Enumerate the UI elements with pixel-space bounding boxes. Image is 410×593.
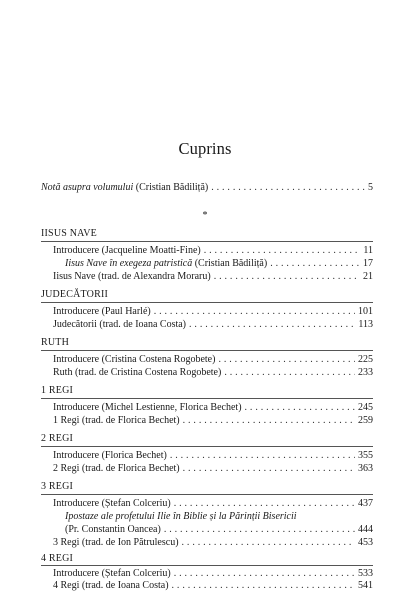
toc-page-number: 113 — [358, 319, 373, 330]
toc-dot-leader — [245, 402, 355, 414]
toc-entry — [53, 415, 373, 427]
section-heading: IISUS NAVE — [41, 228, 97, 239]
toc-entry — [53, 568, 373, 580]
toc-entry — [65, 258, 373, 270]
toc-dot-leader — [170, 450, 355, 462]
section-rule — [41, 494, 373, 495]
toc-entry-text: Introducere (Ștefan Colceriu) — [53, 498, 171, 509]
toc-entry-rest: (Cristian Bădiliță) — [133, 182, 209, 193]
toc-dot-leader — [172, 580, 355, 592]
toc-entry-text: (Pr. Constantin Oancea) — [65, 524, 161, 535]
toc-entry-text — [41, 182, 208, 194]
toc-entry-text: Introducere (Cristina Costena Rogobete) — [53, 354, 216, 365]
section-rule — [41, 350, 373, 351]
toc-entry-text: 3 Regi (trad. de Ion Pătrulescu) — [53, 537, 179, 548]
toc-entry-italic: Notă asupra volumului — [41, 182, 134, 193]
toc-dot-leader — [183, 415, 355, 427]
toc-page-number: 17 — [363, 258, 373, 269]
section-rule — [41, 565, 373, 566]
toc-dot-leader — [183, 463, 355, 475]
toc-page-number: 355 — [358, 450, 373, 461]
toc-dot-leader — [211, 182, 365, 194]
toc-dot-leader — [214, 271, 360, 283]
toc-entry-text: Introducere (Michel Lestienne, Florica Bechet) — [53, 402, 242, 413]
toc-page-number: 225 — [358, 354, 373, 365]
section-rule — [41, 446, 373, 447]
toc-page-number: 245 — [358, 402, 373, 413]
toc-dot-leader — [224, 367, 355, 379]
toc-page-number: 233 — [358, 367, 373, 378]
toc-dot-leader — [174, 568, 355, 580]
toc-entry-text: Judecătorii (trad. de Ioana Costa) — [53, 319, 187, 330]
toc-page-number: 101 — [358, 306, 373, 317]
toc-page-number: 437 — [358, 498, 373, 509]
toc-dot-leader — [154, 306, 355, 318]
toc-page-number: 363 — [358, 463, 373, 474]
toc-entry-italic: Iisus Nave în exegeza patristică — [65, 258, 193, 269]
toc-dot-leader — [164, 524, 355, 536]
toc-entry-title-line: Ipostaze ale profetului Ilie în Biblie și la Părinții Bisericii — [65, 511, 297, 522]
toc-entry-text: Introducere (Ștefan Colceriu) — [53, 568, 171, 579]
section-heading: 1 REGI — [41, 385, 74, 396]
toc-page-number: 11 — [363, 245, 373, 256]
page-title: Cuprins — [178, 139, 232, 158]
toc-dot-leader — [270, 258, 360, 270]
toc-dot-leader — [218, 354, 355, 366]
toc-entry-text: Iisus Nave (trad. de Alexandra Moraru) — [53, 271, 211, 282]
toc-page-number: 533 — [358, 568, 373, 579]
toc-page-number: 453 — [358, 537, 373, 548]
toc-entry-text: Introducere (Paul Harlé) — [53, 306, 151, 317]
section-rule — [41, 241, 373, 242]
toc-entry-text — [65, 258, 267, 270]
toc-dot-leader — [204, 245, 361, 257]
toc-entry — [53, 354, 373, 366]
toc-entry-text: Introducere (Florica Bechet) — [53, 450, 167, 461]
toc-entry-text: 2 Regi (trad. de Florica Bechet) — [53, 463, 180, 474]
toc-entry — [53, 319, 373, 331]
toc-entry — [53, 580, 373, 592]
section-separator: * — [202, 210, 208, 221]
toc-entry-text: Ruth (trad. de Cristina Costena Rogobete) — [53, 367, 222, 378]
section-heading: 2 REGI — [41, 433, 74, 444]
toc-entry — [65, 524, 373, 536]
toc-dot-leader — [174, 498, 355, 510]
toc-dot-leader — [189, 319, 355, 331]
toc-page-number: 444 — [358, 524, 373, 535]
toc-entry — [53, 450, 373, 462]
section-rule — [41, 398, 373, 399]
toc-entry-text: Introducere (Jacqueline Moatti-Fine) — [53, 245, 201, 256]
toc-entry — [53, 498, 373, 510]
toc-entry — [53, 463, 373, 475]
toc-page-number: 21 — [363, 271, 373, 282]
toc-entry-text: 1 Regi (trad. de Florica Bechet) — [53, 415, 180, 426]
section-heading: 3 REGI — [41, 481, 74, 492]
toc-page-number: 259 — [358, 415, 373, 426]
section-rule — [41, 302, 373, 303]
section-heading: 4 REGI — [41, 553, 74, 564]
toc-entry — [53, 367, 373, 379]
toc-dot-leader — [182, 537, 355, 549]
toc-entry-rest: (Cristian Bădiliță) — [192, 258, 268, 269]
toc-entry-note — [41, 182, 373, 194]
section-heading: RUTH — [41, 337, 70, 348]
toc-page-number: 541 — [358, 580, 373, 591]
toc-entry — [53, 537, 373, 549]
toc-entry — [53, 271, 373, 283]
toc-entry — [53, 245, 373, 257]
toc-page-number: 5 — [368, 182, 373, 193]
section-heading: JUDECĂTORII — [41, 289, 109, 300]
toc-entry — [53, 306, 373, 318]
toc-entry — [53, 402, 373, 414]
toc-entry-text: 4 Regi (trad. de Ioana Costa) — [53, 580, 169, 591]
